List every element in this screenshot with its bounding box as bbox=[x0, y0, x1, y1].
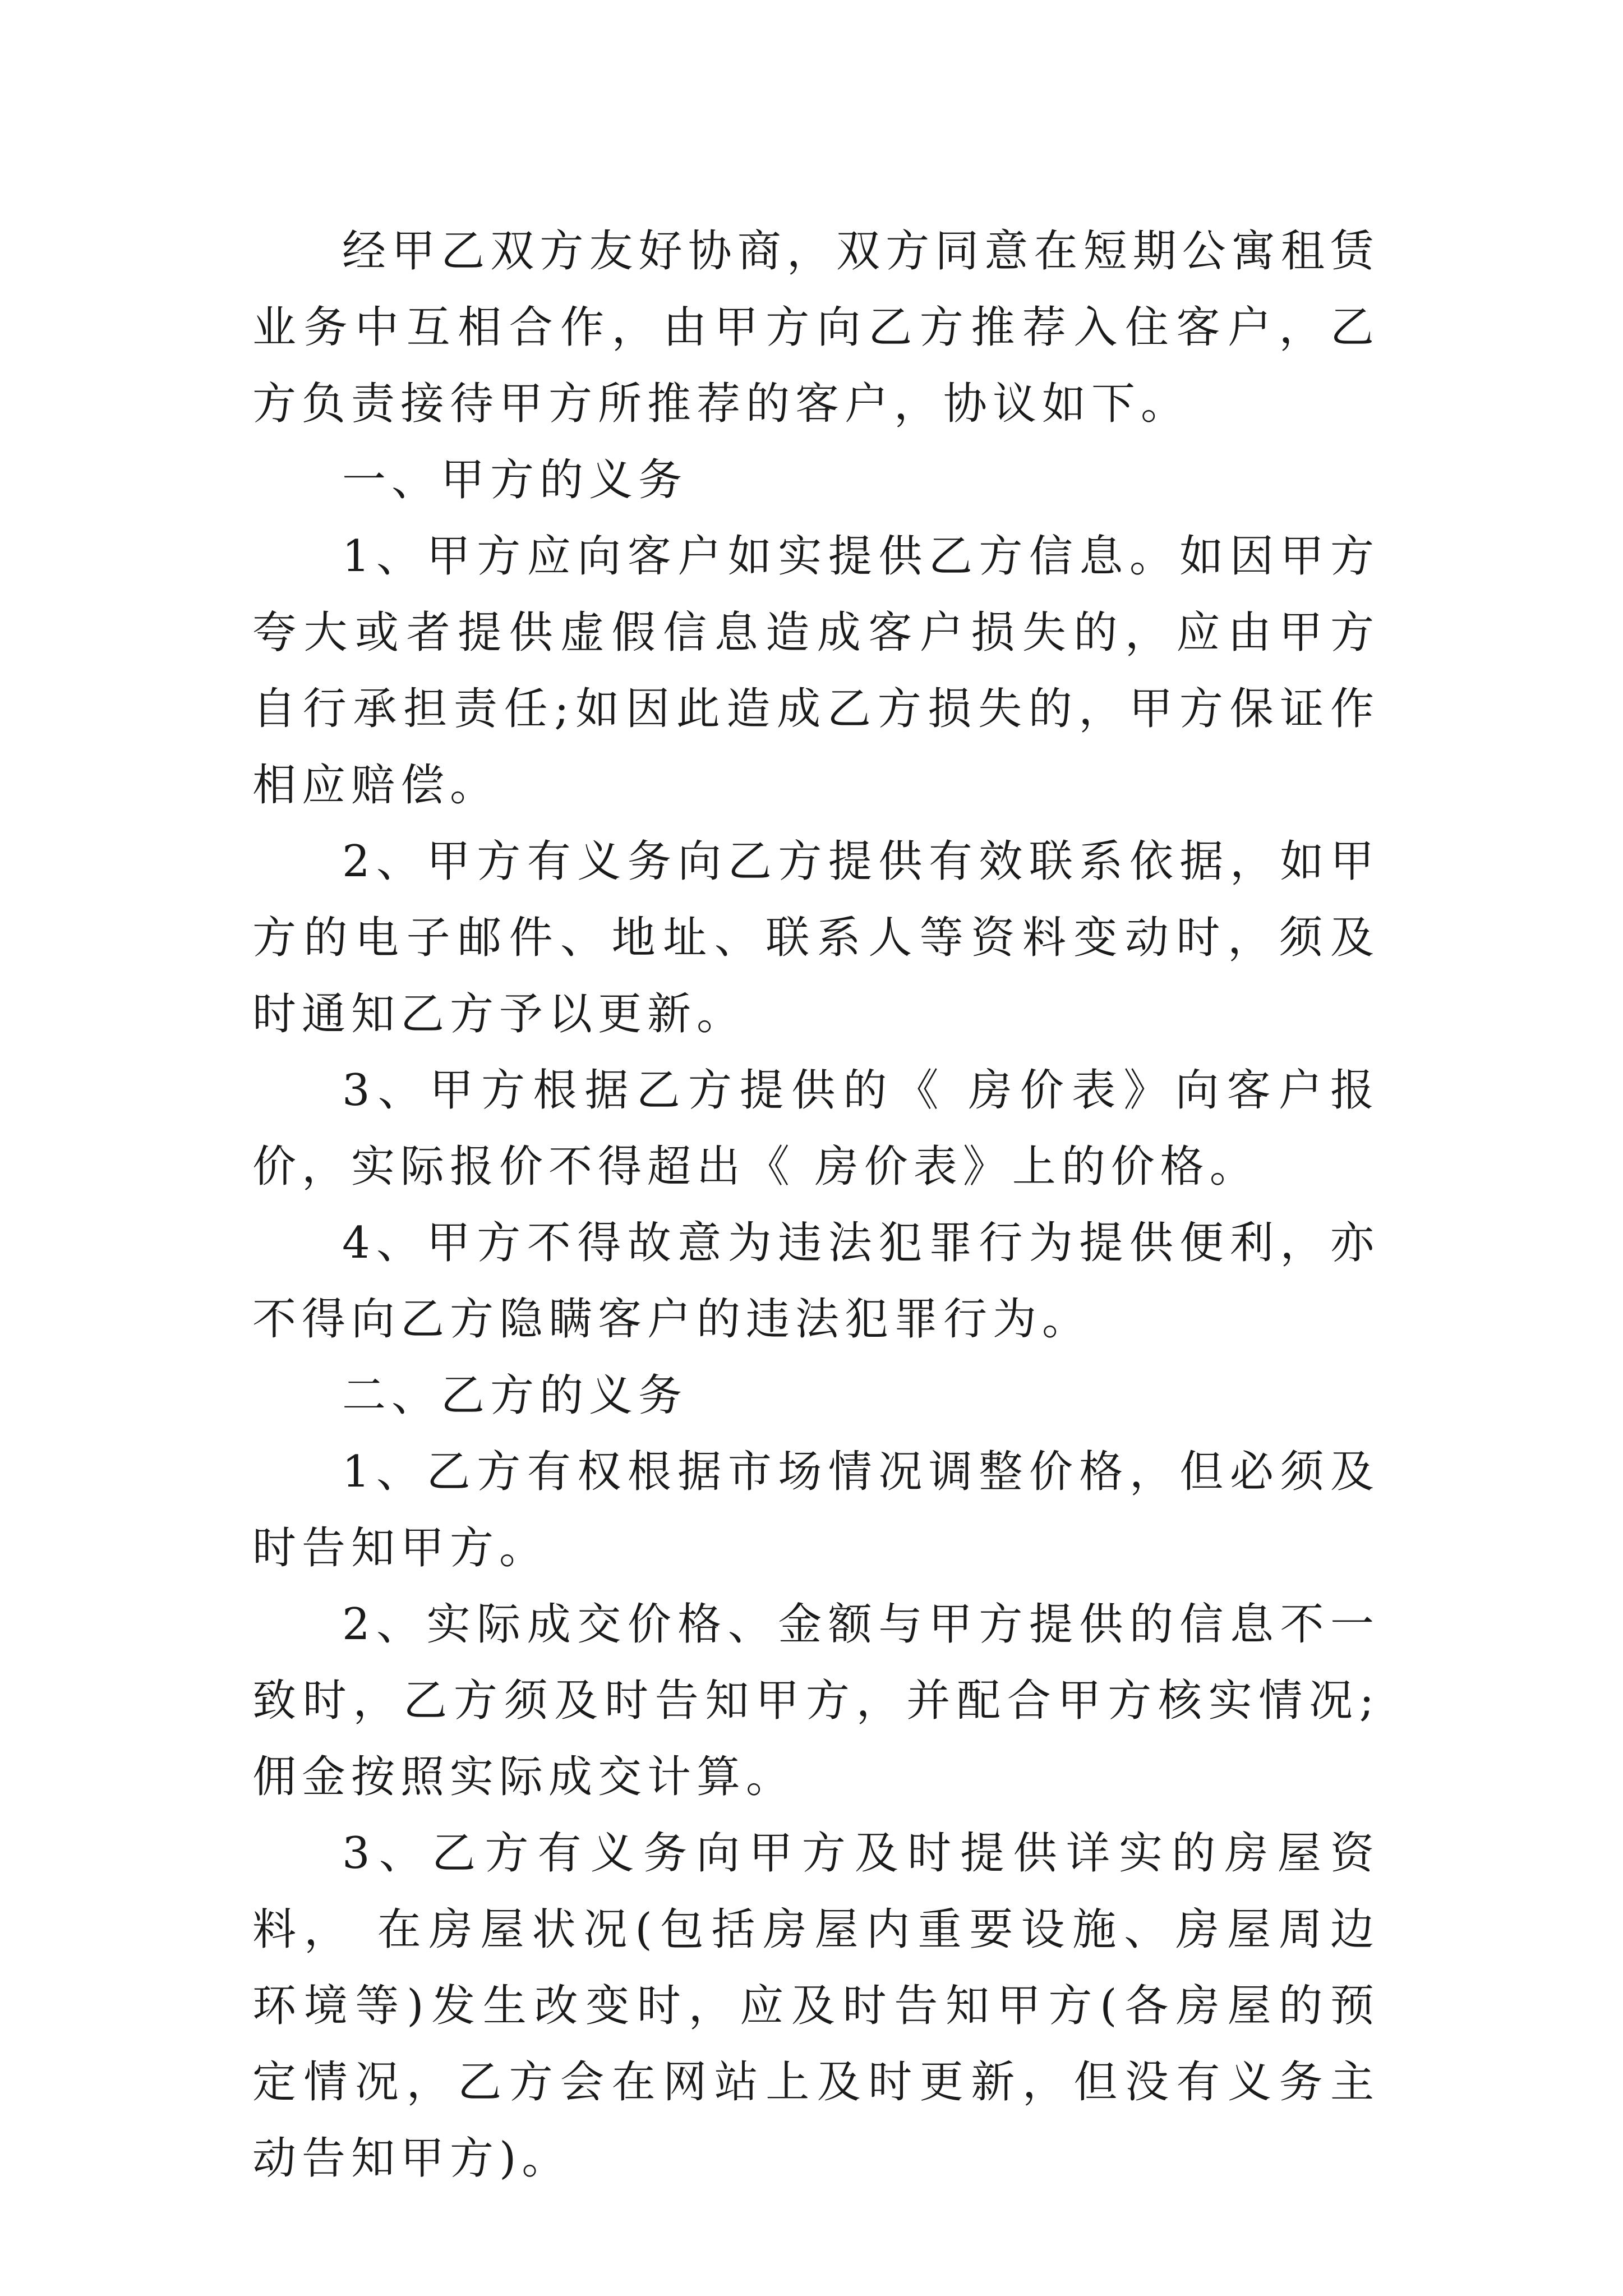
party-a-clause-2: 2、甲方有义务向乙方提供有效联系依据，如甲方的电子邮件、地址、联系人等资料变动时，须及时通知乙方予以更新。 bbox=[252, 836, 1380, 1039]
party-b-clause-1: 1、乙方有权根据市场情况调整价格，但必须及时告知甲方。 bbox=[252, 1447, 1380, 1573]
party-b-clause-3: 3、乙方有义务向甲方及时提供详实的房屋资料， 在房屋状况(包括房屋内重要设施、房屋周边环境等)发生改变时，应及时告知甲方(各房屋的预定情况，乙方会在网站上及时更新，但没有义务主动告知甲方)。 bbox=[252, 1828, 1380, 2184]
section-heading-party-a: 一、甲方的义务 bbox=[342, 455, 688, 505]
party-a-clause-1: 1、甲方应向客户如实提供乙方信息。如因甲方夸大或者提供虚假信息造成客户损失的，应由甲方自行承担责任;如因此造成乙方损失的，甲方保证作相应赔偿。 bbox=[252, 531, 1380, 811]
section-heading-party-b: 二、乙方的义务 bbox=[342, 1370, 688, 1421]
party-a-clause-4: 4、甲方不得故意为违法犯罪行为提供便利，亦不得向乙方隐瞒客户的违法犯罪行为。 bbox=[252, 1218, 1380, 1345]
document-page bbox=[252, 213, 1380, 2197]
party-a-clause-3: 3、甲方根据乙方提供的《 房价表》向客户报价，实际报价不得超出《 房价表》上的价格。 bbox=[252, 1065, 1380, 1192]
party-b-clause-2: 2、实际成交价格、金额与甲方提供的信息不一致时，乙方须及时告知甲方，并配合甲方核实情况;佣金按照实际成交计算。 bbox=[252, 1599, 1380, 1802]
intro-paragraph: 经甲乙双方友好协商，双方同意在短期公寓租赁业务中互相合作，由甲方向乙方推荐入住客户，乙方负责接待甲方所推荐的客户，协议如下。 bbox=[252, 226, 1380, 429]
